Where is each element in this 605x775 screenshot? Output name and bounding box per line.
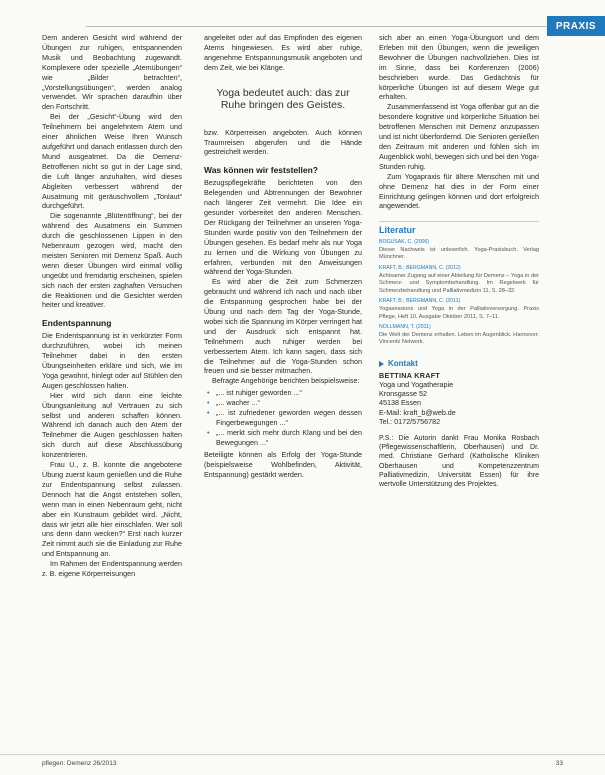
contact-email[interactable]: E-Mail: kraft_b@web.de xyxy=(379,407,456,417)
literature-entry xyxy=(379,239,539,262)
footer-rule xyxy=(0,754,605,755)
literature-list xyxy=(379,239,539,347)
paragraph: Zusammenfassend ist Yoga offenbar gut an die besondere kognitive und körperliche Situation bei betroffenen Menschen mit Demenz anzupassen und ist nicht überfordernd. Die Senioren genießen den Zeitraum mit anderen und fühlen sich im Augenblick wohl, bewegen sich und bei den Yoga-Stunden ruhig. xyxy=(379,102,539,171)
paragraph: angeleitet oder auf das Empfinden des eigenen Atems hingewiesen. Es wird aber ruhige, angenehme Entspannungsmusik angeboten und dem Zeit, wie bei Klänge. xyxy=(204,33,362,72)
contact-role: Yoga und Yogatherapie xyxy=(379,380,454,390)
heading-endentspannung: Endentspannung xyxy=(42,318,112,329)
postscript: P.S.: Die Autorin dankt Frau Monika Rosbach (Pflegewissenschaftlerin, Oberhausen) und Dr. med. Christiane Gerhard (Katholische Kliniken Oberhausen und Kompetenzzentrum Palliativmedizin, Universität Essen) für ihre wertvolle Unterstützung des Projektes. xyxy=(379,435,539,489)
list-item: • „... ist zufriedener geworden wegen dessen Fingerbewegungen ...“ xyxy=(216,408,362,428)
paragraph: Beteiligte können als Erfolg der Yoga-Stunde (beispielsweise Wohlbefinden, Aktivität, Entspannung) gestärkt werden. xyxy=(204,449,362,479)
header-rule xyxy=(86,26,605,27)
contact-name: BETTINA KRAFT xyxy=(379,370,441,380)
heading-feststellen: Was können wir feststellen? xyxy=(204,165,318,176)
arrow-right-icon xyxy=(379,361,384,367)
paragraph: Es wird aber die Zeit zum Schmerzen gebraucht und während ich nach und nach über die Entspannung gesprochen habe bei der Übung und nach dem Tag der Yoga-Stunde, wobei sich die Spannung im Körper verringert hat und der Ausdruck sich entspannt hat. Teilnehmern auch ruhiger werden bei verbessertem Atem. Ich kann sagen, dass sich die Teilnehmer auf die Yoga-Stunden schon freuen und sie besser mitmachen. xyxy=(204,277,362,376)
paragraph: Bei der „Gesicht“-Übung wird den Teilnehmern bei angelehntem Atem und einer ähnlichen Weise Ihren Wunsch aufgeführt und danach entlassen durch den Mund ausgeatmet. Da die Demenz-Betroffenen nicht so gut in der Lage sind, die Luft länger anzuhalten, wird dieses Abgleiten verbessert während der Ausatmung mit geräuschvollem „Tonlaut“ durchgeführt. xyxy=(42,112,182,211)
footer-publication: pflegen: Demenz 26/2013 xyxy=(42,760,117,767)
literature-source: BOGUSAK, C. (2006) xyxy=(379,239,430,246)
column-3 xyxy=(379,33,539,489)
literature-text: Dieser Nachweis ist unleserlich. Yoga-Praxisbuch. Verlag Münchner. xyxy=(379,246,539,261)
contact-label: Kontakt xyxy=(388,358,418,368)
literature-entry xyxy=(379,298,539,321)
pull-quote: Yoga bedeutet auch: das zur Ruhe bringen des Geistes. xyxy=(216,86,350,112)
paragraph: Bezugspflegekräfte berichteten von den Belegenden und Abtrennungen der Bewohner nach längerer Zeit vermehrt. Die Idee ein gesunder vorbereitet den anderen Menschen. Der Rückgang der Teilnehmer an unseren Yoga-Stunden wurde positiv von den Teilnehmern der Übungen gesehen. Es bedarf mehr als nur Yoga zu lernen und die Wirkung von Übungen zu erfahren, verbunden mit den Anweisungen während der Yoga-Stunden. xyxy=(204,178,362,277)
contact-phone: Tel.: 0172/5756782 xyxy=(379,416,441,426)
paragraph: Zum Yogapraxis für ältere Menschen mit und ohne Demenz hat dies in der Form einer Einrichtung gelingen können und dort erfolgreich angewendet. xyxy=(379,171,539,211)
list-item: • „... merkt sich mehr durch Klang und bei den Bewegungen ...“ xyxy=(216,428,362,448)
paragraph: Die sogenannte „Blütenöffnung“, bei der während des Ausatmens ein Summen durch die geschlossenen Lippen in den Nebenraum gezogen wird, macht den meisten Senioren mit Demenz Spaß. Auch wenn dieser Übungen wird einmal völlig ungeübt und fremdartig erscheinen, spielen sich nach der ersten zaghaften Versuchen die Reaktionen und die Gesichter werden heiter und kreativer. xyxy=(42,211,182,310)
literature-source: NOLLMANN, T. (2011) xyxy=(379,324,431,331)
contact-heading xyxy=(379,359,539,369)
page-number: 33 xyxy=(555,760,563,767)
paragraph: Die Endentspannung ist in verkürzter Form durchzuführen, wobei ich meinen Teilnehmer dabei in den ersten Übungseinheiten erkläre und sich, wie im Yoga gewohnt, hinlegt oder auf Stühlen den Augen geschlossen halten. xyxy=(42,331,182,390)
column-1 xyxy=(42,33,182,579)
paragraph: Hier wird sich dann eine leichte Übungsanleitung auf Vertrauen zu sich selbst und anderen schaffen können. Während ich danach auch den Atem der Teilnehmer die Augen geschlossen halten sich durch auf diese Abschlussübung konzentrieren. xyxy=(42,390,182,460)
paragraph: bzw. Körperreisen angeboten. Auch können Traumreisen abgerufen und die Hände gestreichelt werden. xyxy=(204,127,362,157)
paragraph: Frau U., z. B. konnte die angebotene Übung zuerst kaum genießen und die Ruhe zur Endentspannung selbst zulassen. Dennoch hat die Angst entstehen sollen, wenn man in einen Nebenraum geht, nicht aber ein Kunstraum gebildet wird. „Nicht, dass wir jetzt alle hier einschlafen. Wer soll uns denn dann wecken?“ Erst nach kurzer Zeit nimmt auch sie die Einladung zur Ruhe und Entspannung an. xyxy=(42,460,182,559)
list-item: • „... wacher ...“ xyxy=(216,398,362,408)
paragraph: Dem anderen Gesicht wird während der Übungen zur ruhigen, entspannenden Musik und Beobachtung zugewandt. Komplexere oder spezielle „Atemübungen“ wie „Bilder betrachten“, „Vorstellungsübungen“, werden analog verwendet. Wir sprachen daraufhin über den Fortschritt. xyxy=(42,33,182,112)
paragraph: Im Rahmen der Endentspannung werden z. B. eigene Körperreisungen xyxy=(42,559,182,579)
contact-city: 45138 Essen xyxy=(379,398,421,408)
list-item: • „... ist ruhiger geworden ...“ xyxy=(216,388,362,398)
contact-block xyxy=(379,371,539,426)
literature-entry xyxy=(379,265,539,295)
paragraph: sich aber an einen Yoga-Übungsort und dem Erleben mit den Übungen, wenn die jeweiligen Bewohner die Übungen nachvollziehen. Dies ist im Sinne, dass bei Konferenzen (2006) beschrieben wurde. Das Gedächtnis für körperliche Übungen ist auf diesem Wege gut erhalten. xyxy=(379,33,539,102)
section-tab: PRAXIS xyxy=(547,16,605,36)
literature-text: Yogasessions und Yoga in der Palliativversorgung. Praxis Pflege, Heft 10, Ausgabe Oktober 2011, S. 7–11. xyxy=(379,305,539,320)
page-footer xyxy=(42,760,563,767)
column-2 xyxy=(204,33,362,479)
literature-source: KRAFT, B.; BERGMANN, C. (2011) xyxy=(379,298,461,305)
literature-text: Achtsamer Zugang auf einer Abteilung für Demenz – Yoga in der Schmerz- und Symptombehandlung. Im Regelwerk für Schmerzbehandlung und Palliativmedizin 11, S. 28–32. xyxy=(379,272,539,294)
literature-text: Die Welt der Demenz erhalten. Leben im Augenblick. Hannover: Vincentz Network. xyxy=(379,331,539,346)
literature-heading: Literatur xyxy=(379,221,539,236)
literature-entry xyxy=(379,324,539,347)
contact-street: Kronsgasse 52 xyxy=(379,389,427,399)
quote-list xyxy=(204,388,362,447)
paragraph: Befragte Angehörige berichten beispielsweise: xyxy=(212,376,360,386)
literature-source: KRAFT, B.; BERGMANN, C. (2012) xyxy=(379,265,461,271)
